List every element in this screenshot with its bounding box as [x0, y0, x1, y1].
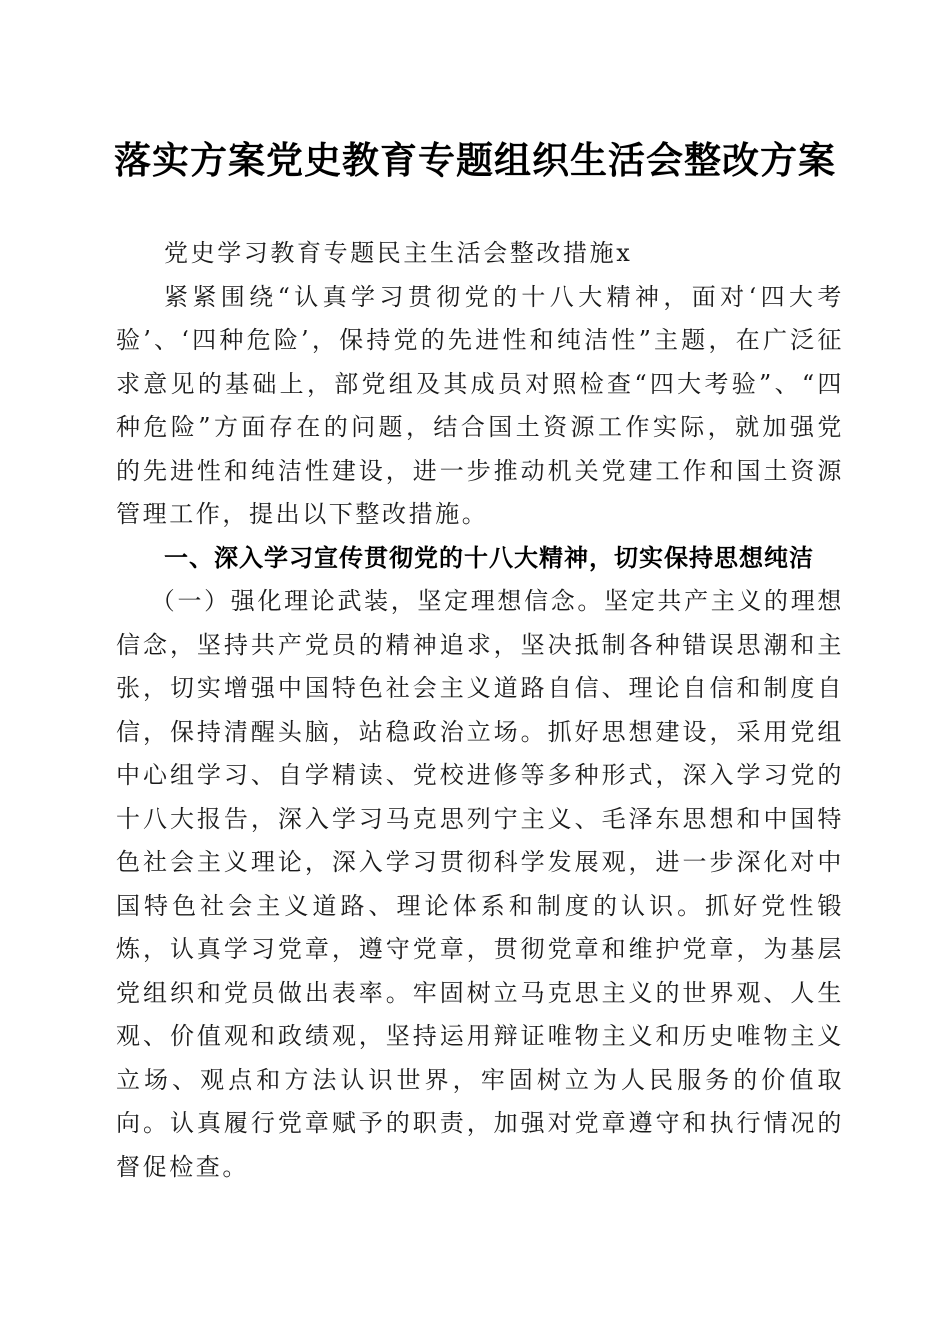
section-1-1-paragraph: （一）强化理论武装，坚定理想信念。坚定共产主义的理想信念，坚持共产党员的精神追求，坚决抵制各种错误思潮和主张，切实增强中国特色社会主义道路自信、理论自信和制度自信，保持清醒头脑，站稳政治立场。抓好思想建设，采用党组中心组学习、自学精读、党校进修等多种形式，深入学习党的十八大报告，深入学习马克思列宁主义、毛泽东思想和中国特色社会主义理论，深入学习贯彻科学发展观，进一步深化对中国特色社会主义道路、理论体系和制度的认识。抓好党性锻炼，认真学习党章，遵守党章，贯彻党章和维护党章，为基层党组织和党员做出表率。牢固树立马克思主义的世界观、人生观、价值观和政绩观，坚持运用辩证唯物主义和历史唯物主义立场、观点和方法认识世界，牢固树立为人民服务的价值取向。认真履行党章赋予的职责，加强对党章遵守和执行情况的督促检查。 — [116, 587, 844, 1181]
document-body — [116, 232, 844, 1189]
intro-paragraph: 紧紧围绕“认真学习贯彻党的十八大精神，面对‘四大考验’、‘四种危险’，保持党的先进性和纯洁性”主题，在广泛征求意见的基础上，部党组及其成员对照检查“四大考验”、“四种危险”方面存在的问题，结合国土资源工作实际，就加强党的先进性和纯洁性建设，进一步推动机关党建工作和国土资源管理工作，提出以下整改措施。 — [116, 282, 844, 528]
document-title: 落实方案党史教育专题组织生活会整改方案 — [114, 138, 836, 182]
section-1-heading: 一、深入学习宣传贯彻党的十八大精神，切实保持思想纯洁 — [164, 543, 814, 572]
subtitle-line: 党史学习教育专题民主生活会整改措施x — [164, 239, 633, 267]
